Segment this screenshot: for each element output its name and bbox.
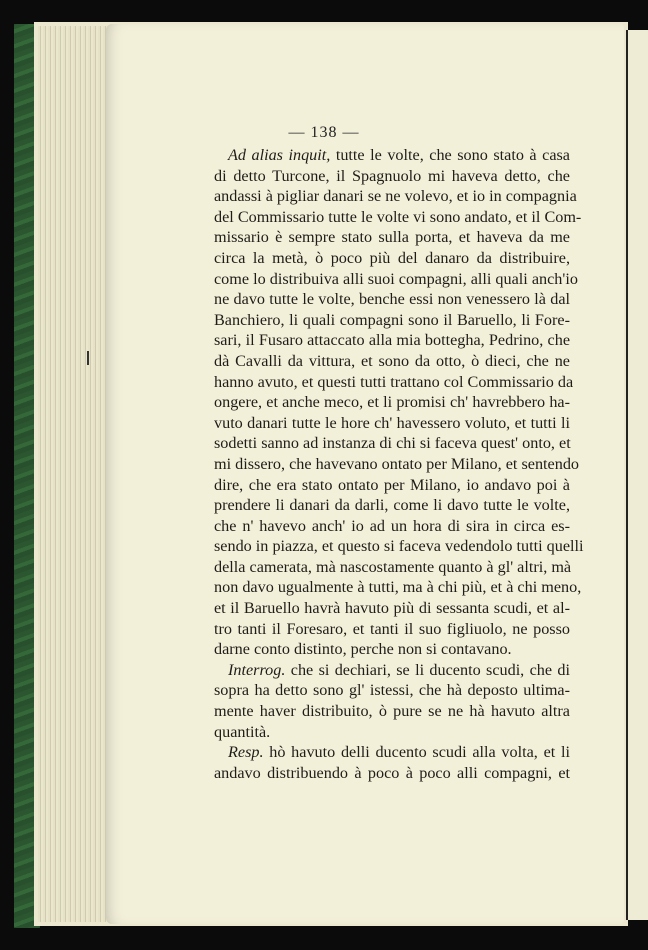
- text-line: andassi à pigliar danari se ne volevo, et io in compagnia: [214, 187, 577, 206]
- text-line: mi dissero, che havevano ontato per Milano, et sentendo: [214, 454, 580, 473]
- text-line: sendo in piazza, et questo si faceva vedendolo tutti quelli: [214, 537, 584, 556]
- text-line: andavo distribuendo à poco à poco alli compagni, et: [214, 763, 570, 782]
- text-line: di detto Turcone, il Spagnuolo mi haveva detto, che: [214, 166, 570, 185]
- text-line: sodetti sanno ad instanza di chi si faceva quest' onto, et: [214, 434, 571, 453]
- text-line: sopra ha detto sono gl' istessi, che hà deposto ultima-: [214, 681, 570, 700]
- facing-page-edge: [626, 30, 648, 920]
- page-number: — 138 —: [288, 124, 360, 141]
- text-line: quantità.: [214, 722, 271, 741]
- text-line: tro tanti il Foresaro, et tanti il suo figliuolo, ne posso: [214, 619, 570, 638]
- text-line: del Commissario tutte le volte vi sono andato, et il Com-: [214, 207, 582, 226]
- text-line: come lo distribuiva alli suoi compagni, alli quali anch'io: [214, 269, 578, 288]
- text-line: darne conto distinto, perche non si contavano.: [214, 640, 512, 659]
- text-line: dire, che era stato ontato per Milano, io andavo poi à: [214, 475, 570, 494]
- text-line: dà Cavalli da vittura, et sono da otto, ò dieci, che ne: [214, 351, 570, 370]
- paragraph-lead: Ad alias inquit,: [228, 146, 331, 164]
- text-line: Ad alias inquit, tutte le volte, che sono stato à casa: [228, 146, 570, 164]
- text-line: vuto danari tutte le hore ch' havessero voluto, et tutti li: [214, 413, 570, 432]
- body-text: [214, 145, 584, 783]
- page-stack-edges: [38, 26, 108, 922]
- text-line: et il Baruello havrà havuto più di sessanta scudi, et al-: [214, 599, 570, 618]
- text-line: della camerata, mà nascostamente quanto à gl' altri, mà: [214, 557, 572, 576]
- text-line: che n' havevo anch' io ad un hora di sira in circa es-: [214, 516, 570, 535]
- paragraph-lead: Interrog.: [228, 660, 286, 679]
- text-line: Resp. hò havuto delli ducento scudi alla volta, et li: [228, 743, 570, 762]
- text-line: non davo ugualmente à tutti, ma à chi più, et à chi meno,: [214, 578, 582, 597]
- text-line: circa la metà, ò poco più del danaro da distribuire,: [214, 248, 570, 267]
- margin-mark: [87, 351, 89, 365]
- text-line: Interrog. che si dechiari, se li ducento scudi, che di: [228, 660, 570, 679]
- text-line: Banchiero, li quali compagni sono il Baruello, li Fore-: [214, 310, 570, 329]
- text-line: ongere, et anche meco, et li promisi ch' havrebbero ha-: [214, 393, 570, 412]
- text-line: prendere li danari da darli, come li davo tutte le volte,: [214, 496, 570, 515]
- text-line: ne davo tutte le volte, benche essi non venessero là dal: [214, 290, 570, 309]
- text-line: missario è sempre stato sulla porta, et haveva da me: [214, 228, 570, 247]
- text-line: sari, il Fusaro attaccato alla mia botteghа, Pedrino, che: [214, 331, 570, 350]
- text-line: hanno avuto, et questi tutti trattano col Commissario da: [214, 372, 574, 391]
- paragraph-lead: Resp.: [228, 743, 264, 762]
- text-line: mente haver distribuito, ò pure se ne hà havuto altra: [214, 702, 570, 721]
